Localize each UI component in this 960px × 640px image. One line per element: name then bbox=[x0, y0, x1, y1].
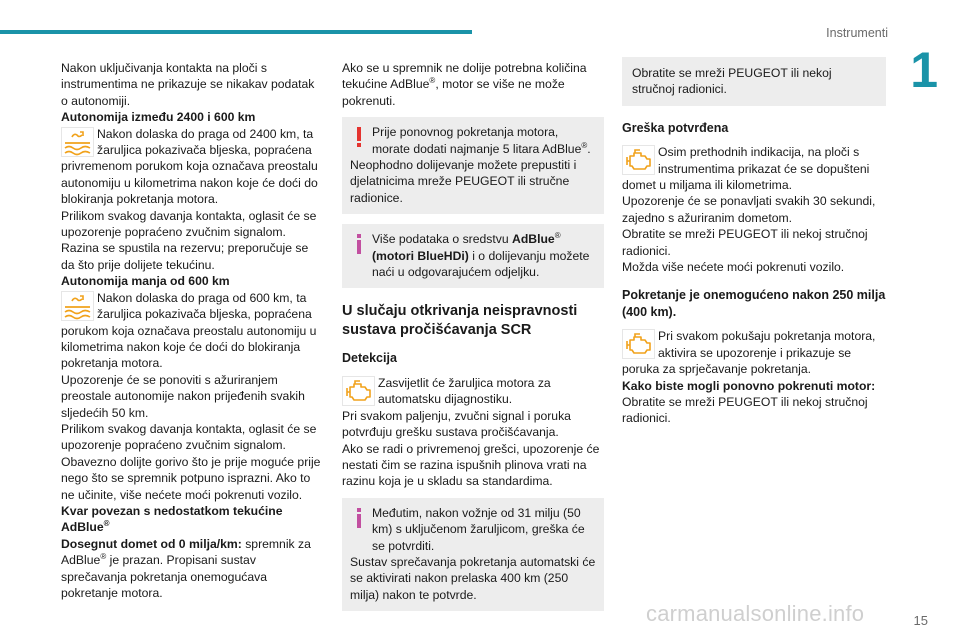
paragraph: Upozorenje će se ponoviti s ažuriranjem preostale autonomije nakon prijeđenih svakih sljedećih 50 km. bbox=[61, 372, 305, 420]
page-number: 15 bbox=[913, 613, 928, 628]
subheading: Autonomija između 2400 i 600 km bbox=[61, 110, 256, 125]
paragraph: Ako se u spremnik ne dolije potrebna količina tekućine AdBlue®, motor se više ne može pokrenuti. bbox=[342, 61, 587, 108]
paragraph: Razina se spustila na rezervu; preporučuje se da što prije dolijete tekućinu. bbox=[61, 241, 309, 272]
subheading: Greška potvrđena bbox=[622, 120, 729, 135]
paragraph: Prilikom svakog davanja kontakta, oglasit će se upozorenje popraćeno zvučnim signalom. bbox=[61, 208, 317, 240]
adblue-warning-icon bbox=[61, 291, 94, 321]
adblue-warning-icon bbox=[61, 127, 94, 157]
info-icon bbox=[350, 233, 368, 255]
watermark: carmanualsonline.info bbox=[646, 601, 865, 626]
engine-diagnostic-icon bbox=[622, 329, 655, 359]
engine-diagnostic-icon bbox=[342, 376, 375, 406]
paragraph: Upozorenje će se ponavljati svakih 30 sekundi, zajedno s ažuriranim dometom. bbox=[622, 194, 876, 225]
subheading: Kvar povezan s nedostatkom tekućine AdBlue® bbox=[61, 503, 283, 535]
paragraph: Obavezno dolijte gorivo što je prije moguće prije nego što se spremnik potpuno isprazni. Ako to ne učinite, više nećete moći pokrenuti vozilo. bbox=[61, 454, 321, 502]
paragraph: Obratite se mreži PEUGEOT ili nekoj stručnoj radionici. bbox=[622, 394, 868, 426]
subheading: Detekcija bbox=[342, 351, 397, 366]
icon-paragraph: Osim prethodnih indikacija, na ploči s instrumentima prikazat će se dopušteni domet u miljama ili kilometrima. bbox=[622, 145, 870, 193]
paragraph: Ako se radi o privremenoj grešci, upozorenje će nestati čim se razina ispušnih plinova vrati na razinu koja je u skladu sa standardima. bbox=[342, 441, 600, 489]
icon-paragraph: Nakon dolaska do praga od 2400 km, ta žaruljica pokazivača bljeska, popraćena privremenom porukom koja označava preostalu autonomiju u kilometrima nakon koje će doći do blokiranja pokretanja motora. bbox=[61, 126, 318, 207]
engine-diagnostic-icon bbox=[622, 145, 655, 175]
section-title: Instrumenti bbox=[826, 26, 888, 40]
subheading: Kako biste mogli ponovno pokrenuti motor: bbox=[622, 378, 876, 393]
warning-notice: Prije ponovnog pokretanja motora, morate dodati najmanje 5 litara AdBlue®. Neophodno dolijevanje možete prepustiti i djelatnicima mreže PEUGEOT ili stručne radionice. bbox=[342, 117, 604, 214]
paragraph: Dosegnut domet od 0 milja/km: spremnik za AdBlue® je prazan. Propisani sustav sprečavanja pokretanja onemogućava pokretanje motora. bbox=[61, 536, 311, 600]
notice-box: Obratite se mreži PEUGEOT ili nekoj stručnoj radionici. bbox=[622, 57, 886, 106]
paragraph: Možda više nećete moći pokrenuti vozilo. bbox=[622, 260, 845, 275]
icon-paragraph: Nakon dolaska do praga od 600 km, ta žaruljica pokazivača bljeska, popraćena porukom koja označava preostalu autonomiju u kilometrima nakon koje će doći do blokiranja pokretanja motora. bbox=[61, 290, 317, 371]
info-notice: Međutim, nakon vožnje od 31 milju (50 km) s uključenom žaruljicom, greška će se potvrditi. Sustav sprečavanja pokretanja automatski će se aktivirati nakon prelaska 400 km (250 milja) nakon te potvrde. bbox=[342, 498, 604, 611]
subheading: Pokretanje je onemogućeno nakon 250 milja (400 km). bbox=[622, 288, 886, 319]
exclamation-warning-icon bbox=[350, 126, 368, 148]
info-icon bbox=[350, 507, 368, 529]
paragraph: Pri svakom paljenju, zvučni signal i poruka potvrđuju grešku sustava pročišćavanja. bbox=[342, 408, 571, 440]
column-2 bbox=[342, 60, 604, 621]
icon-paragraph: Zasvijetlit će žaruljica motora za automatsku dijagnostiku. bbox=[342, 375, 604, 408]
header-accent-bar bbox=[0, 30, 472, 34]
chapter-number: 1 bbox=[910, 42, 938, 98]
paragraph: Obratite se mreži PEUGEOT ili nekoj stručnoj radionici. bbox=[622, 227, 868, 258]
section-heading: U slučaju otkrivanja neispravnosti sustava pročišćavanja SCR bbox=[342, 303, 578, 339]
column-1 bbox=[61, 60, 323, 601]
column-3 bbox=[622, 60, 886, 427]
subheading: Autonomija manja od 600 km bbox=[61, 274, 230, 289]
paragraph: Prilikom svakog davanja kontakta, oglasit će se upozorenje popraćeno zvučnim signalom. bbox=[61, 421, 317, 453]
paragraph: Nakon uključivanja kontakta na ploči s instrumentima ne prikazuje se nikakav podatak o autonomiji. bbox=[61, 61, 315, 108]
info-notice: Više podataka o sredstvu AdBlue® (motori BlueHDi) i o dolijevanju možete naći u odgovarajućem odjeljku. bbox=[342, 224, 604, 288]
icon-paragraph: Pri svakom pokušaju pokretanja motora, aktivira se upozorenje i prikazuje se poruka za sprječavanje pokretanja. bbox=[622, 329, 876, 377]
